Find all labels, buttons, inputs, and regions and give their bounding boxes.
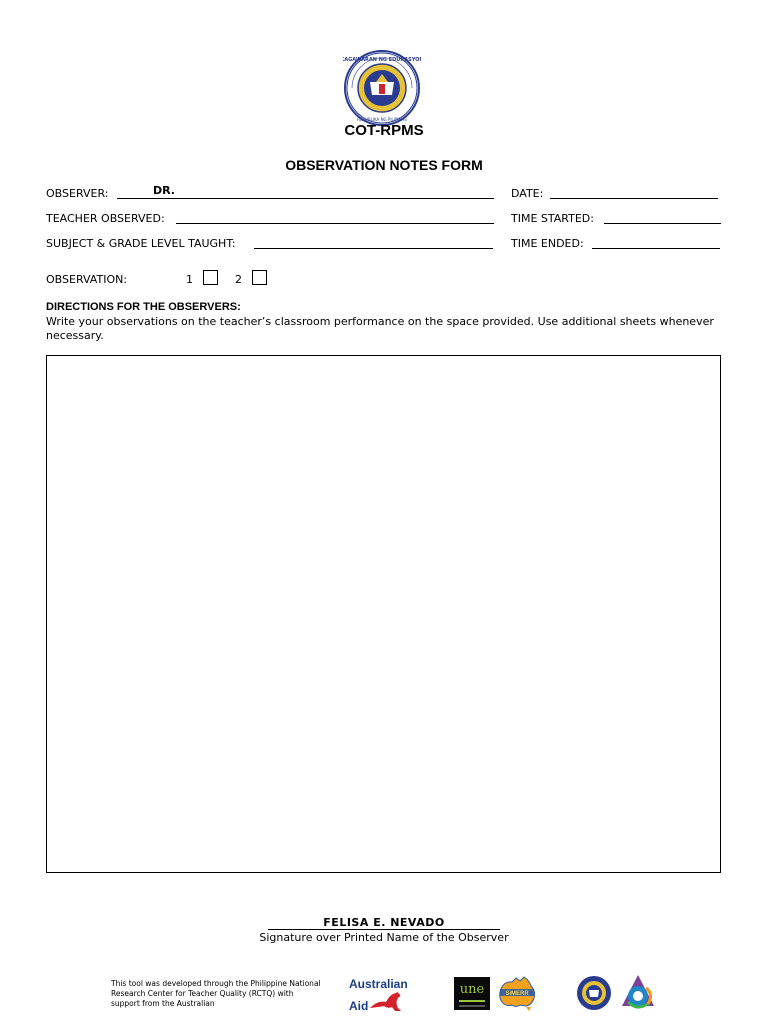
signature-caption: Signature over Printed Name of the Observer bbox=[259, 931, 509, 944]
date-label: DATE: bbox=[511, 187, 544, 200]
seal-text-top: KAGAWARAN NG EDUKASYON bbox=[343, 57, 421, 63]
observer-label: OBSERVER: bbox=[46, 187, 109, 200]
observation-notes-area[interactable] bbox=[46, 355, 721, 873]
observation-label: OBSERVATION: bbox=[46, 273, 128, 286]
observer-field[interactable] bbox=[117, 198, 494, 199]
teacher-observed-field[interactable] bbox=[176, 223, 494, 224]
deped-seal-small-logo bbox=[575, 975, 613, 1011]
subject-grade-field[interactable] bbox=[254, 248, 493, 249]
rctq-swirl-logo bbox=[618, 972, 658, 1012]
observation-option-1-label: 1 bbox=[186, 273, 193, 286]
directions-text: Write your observations on the teacher’s classroom performance on the space provided. Use additional sheets whenever necessary. bbox=[46, 315, 714, 342]
observation-2-checkbox[interactable] bbox=[252, 270, 267, 285]
signature-line bbox=[268, 929, 500, 930]
simerr-text: SiMERR bbox=[505, 991, 529, 997]
form-subtitle: OBSERVATION NOTES FORM bbox=[285, 157, 483, 173]
kangaroo-icon bbox=[368, 990, 408, 1012]
teacher-observed-label: TEACHER OBSERVED: bbox=[46, 212, 165, 225]
observation-option-2-label: 2 bbox=[235, 273, 242, 286]
australian-aid-line2: Aid bbox=[349, 999, 369, 1013]
footer-note: This tool was developed through the Philippine National Research Center for Teacher Quality (RCTQ) with support from the Australian bbox=[111, 979, 321, 1008]
directions-heading: DIRECTIONS FOR THE OBSERVERS: bbox=[46, 301, 241, 313]
observer-value: DR. bbox=[153, 184, 175, 197]
observer-printed-name: FELISA E. NEVADO bbox=[323, 916, 445, 929]
australian-aid-line1: Australian bbox=[349, 977, 408, 991]
page-title: COT-RPMS bbox=[344, 122, 424, 139]
une-logo bbox=[454, 977, 490, 1010]
australian-aid-logo bbox=[349, 978, 408, 1012]
time-ended-field[interactable] bbox=[592, 248, 720, 249]
seal-text-bottom: REPUBLIKA NG PILIPINAS bbox=[357, 117, 407, 122]
time-started-field[interactable] bbox=[604, 223, 721, 224]
time-ended-label: TIME ENDED: bbox=[511, 237, 584, 250]
deped-seal-logo bbox=[343, 49, 421, 127]
time-started-label: TIME STARTED: bbox=[511, 212, 594, 225]
observation-1-checkbox[interactable] bbox=[203, 270, 218, 285]
simerr-australia-map-logo bbox=[496, 975, 538, 1011]
date-field[interactable] bbox=[550, 198, 718, 199]
une-logo-text: une bbox=[459, 982, 485, 997]
subject-grade-label: SUBJECT & GRADE LEVEL TAUGHT: bbox=[46, 237, 236, 250]
